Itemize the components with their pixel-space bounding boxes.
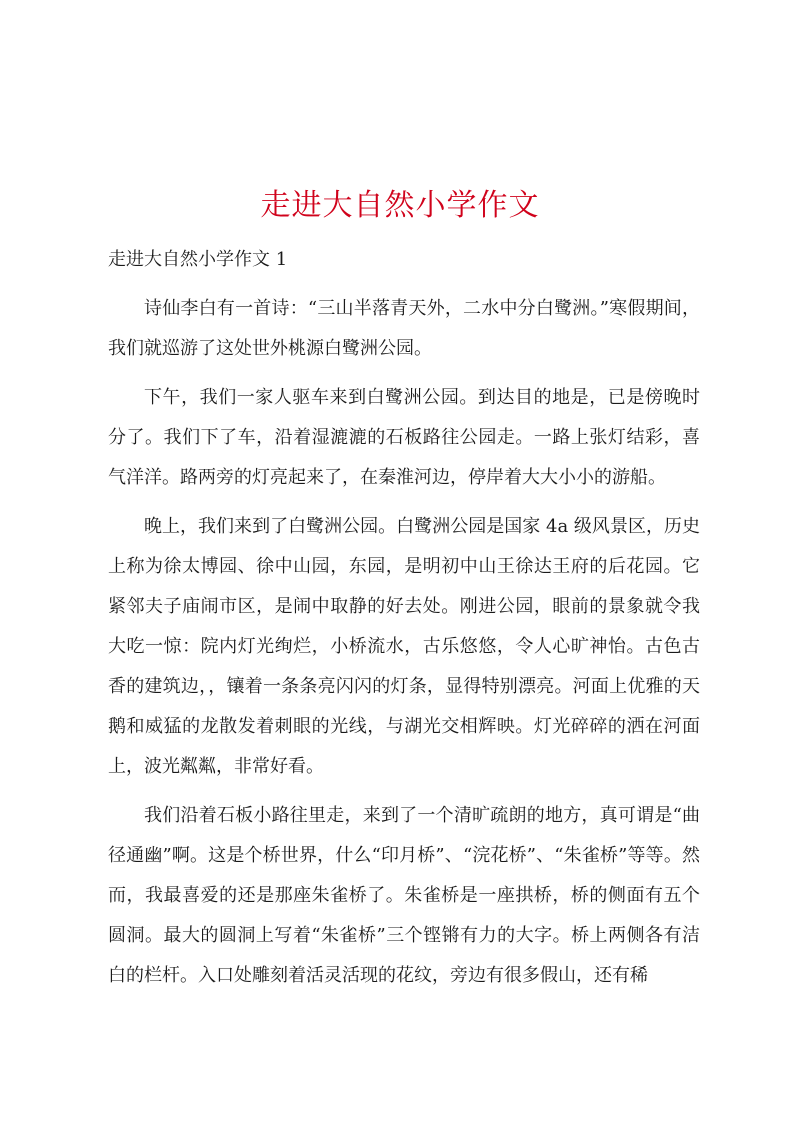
article-body [108,240,700,1005]
page-title: 走进大自然小学作文 [260,188,540,224]
paragraph-1: 诗仙李白有一首诗：“三山半落青天外，二水中分白鹭洲。”寒假期间，我们就巡游了这处世外桃源白鹭洲公园。 [108,298,700,359]
paragraph-2: 下午，我们一家人驱车来到白鹭洲公园。到达目的地是，已是傍晚时分了。我们下了车，沿着湿漉漉的石板路往公园走。一路上张灯结彩，喜气洋洋。路两旁的灯亮起来了，在秦淮河边，停岸着大大小小的游船。 [108,387,700,488]
paragraph-3: 晚上，我们来到了白鹭洲公园。白鹭洲公园是国家 4a 级风景区，历史上称为徐太博园、徐中山园，东园，是明初中山王徐达王府的后花园。它紧邻夫子庙闹市区，是闹中取静的好去处。刚进公园，眼前的景象就令我大吃一惊：院内灯光绚烂，小桥流水，古乐悠悠，令人心旷神怡。古色古香的建筑边，，镶着一条条亮闪闪的灯条，显得特别漂亮。河面上优雅的天鹅和威猛的龙散发着刺眼的光线，与湖光交相辉映。灯光碎碎的洒在河面上，波光粼粼，非常好看。 [108,516,700,777]
paragraph-4: 我们沿着石板小路往里走，来到了一个清旷疏朗的地方，真可谓是“曲径通幽”啊。这是个桥世界，什么“印月桥”、“浣花桥”、“朱雀桥”等等。然而，我最喜爱的还是那座朱雀桥了。朱雀桥是一座拱桥，桥的侧面有五个圆洞。最大的圆洞上写着“朱雀桥”三个铿锵有力的大字。桥上两侧各有洁白的栏杆。入口处雕刻着活灵活现的花纹，旁边有很多假山，还有稀 [108,805,700,986]
section-heading: 走进大自然小学作文 1 [108,249,288,270]
